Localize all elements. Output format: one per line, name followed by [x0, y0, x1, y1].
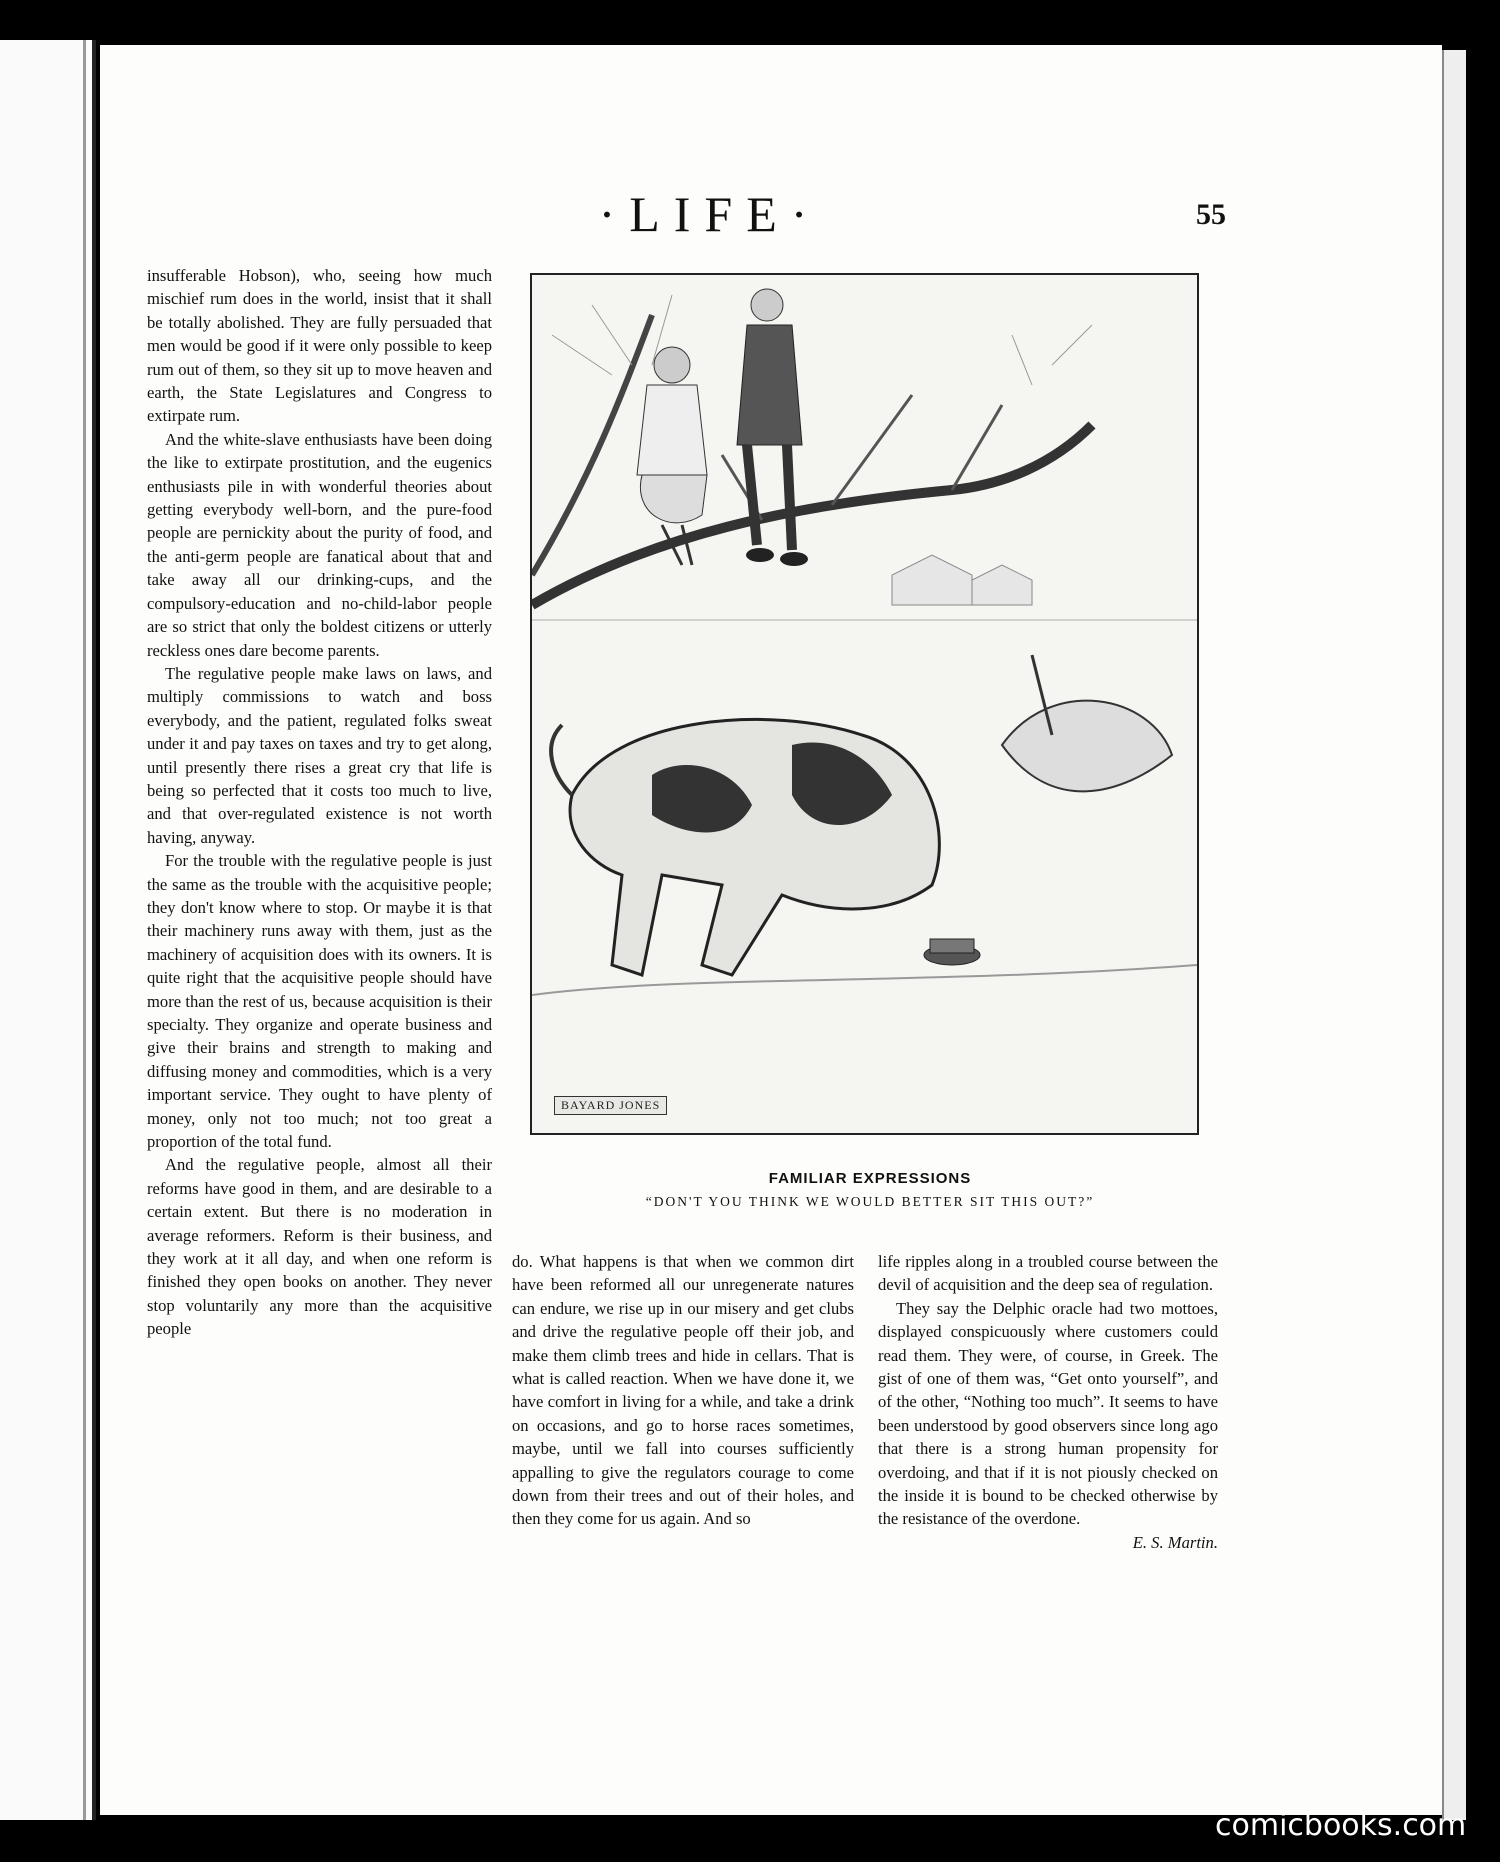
- illustration: [530, 273, 1199, 1135]
- previous-page-edge: [0, 40, 96, 1820]
- caption-title: FAMILIAR EXPRESSIONS: [768, 1170, 972, 1187]
- page-number: 55: [1196, 198, 1226, 231]
- paragraph: For the trouble with the regulative people is just the same as the trouble with the acquisitive people; they don't know where to stop. Or maybe it is that their machinery runs away with them, just as the machinery of acquisition does with its owners. It is quite right that the acquisitive people should have more than the rest of us, because acquisition is their specialty. They organize and operate business and give their brains and strength to making and diffusing money and commodities, which is a very important service. They ought to have plenty of money, only not too much; not too great a proportion of the total fund.: [147, 851, 492, 1152]
- paragraph: do. What happens is that when we common dirt have been reformed all our unregenerate natures can endure, we rise up in our misery and get clubs and drive the regulative people off their job, and make them climb trees and hide in cellars. That is what is called reaction. When we have done it, we have comfort in living for a while, and take a drink on occasions, and go to horse races sometimes, maybe, until we fall into courses sufficiently appalling to give the regulators courage to come down from their trees and out of their holes, and then they come for us again. And so: [512, 1252, 854, 1529]
- watermark: comicbooks.com: [1215, 1808, 1467, 1843]
- illustration-drawing: [532, 275, 1197, 1133]
- author-signature: E. S. Martin.: [1132, 1532, 1218, 1552]
- column-3: [878, 1250, 1218, 1554]
- paragraph: And the regulative people, almost all their reforms have good in them, and are desirable to a certain extent. But there is no moderation in average reformers. Reform is their business, and they work at it all day, and when one reform is finished they open books on another. They never stop voluntarily any more than the acquisitive people: [147, 1155, 492, 1339]
- paragraph: The regulative people make laws on laws, and multiply commissions to watch and boss everybody, and the patient, regulated folks sweat under it and pay taxes on taxes and try to get along, until presently there rises a great cry that life is being so perfected that it costs too much to live, and that over-regulated existence is not worth having, anyway.: [147, 663, 492, 847]
- paragraph: life ripples along in a troubled course between the devil of acquisition and the deep sea of regulation.: [878, 1252, 1218, 1295]
- column-1: [147, 264, 492, 1341]
- caption-quote: “DON'T YOU THINK WE WOULD BETTER SIT THIS OUT?”: [645, 1194, 1095, 1209]
- magazine-title: ·LIFE·: [598, 186, 822, 242]
- artist-signature: BAYARD JONES: [554, 1096, 667, 1115]
- column-2: [512, 1250, 854, 1531]
- paragraph: And the white-slave enthusiasts have been doing the like to extirpate prostitution, and the eugenics enthusiasts pile in with wonderful theories about getting everybody well-born, and the pure-food people are pernickity about the purity of food, and the anti-germ people are fanatical about that and take away all our drinking-cups, and the compulsory-education and no-child-labor people are so strict that only the boldest citizens or utterly reckless ones dare become parents.: [147, 429, 492, 660]
- paragraph: insufferable Hobson), who, seeing how much mischief rum does in the world, insist that it shall be totally abolished. They are fully persuaded that men would be good if it were only possible to keep rum out of them, so they sit up to move heaven and earth, the State Legislatures and Congress to extirpate rum.: [147, 266, 492, 426]
- page-edge: [1442, 50, 1466, 1820]
- paragraph: They say the Delphic oracle had two mottoes, displayed conspicuously where customers could read them. They were, of course, in Greek. The gist of one of them was, “Get onto yourself”, and of the other, “Nothing too much”. It seems to have been understood by good observers since long ago that there is a strong human propensity for overdoing, and that if it is not piously checked on the inside it is bound to be checked otherwise by the resistance of the overdone.: [878, 1298, 1218, 1529]
